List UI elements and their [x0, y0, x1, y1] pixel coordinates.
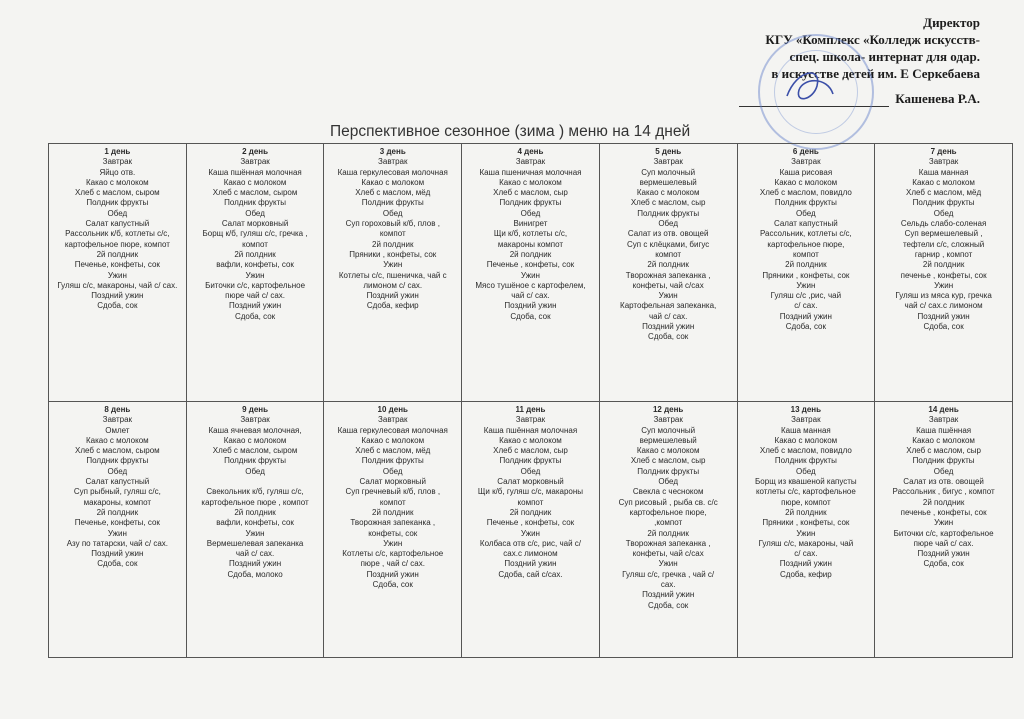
menu-line: Завтрак: [240, 415, 270, 425]
menu-line: Обед: [796, 208, 816, 218]
menu-line: Рассольник, котлеты с/с,: [759, 229, 852, 239]
menu-line: Полдник фрукты: [86, 198, 149, 208]
menu-line: вермешелевый: [639, 435, 697, 445]
menu-line: Какао с молоком: [86, 177, 149, 187]
menu-line: Завтрак: [928, 157, 959, 167]
menu-line: Обед: [520, 208, 541, 218]
menu-week-1-row: [49, 144, 1013, 402]
day-cell: [186, 402, 324, 658]
menu-line: Салат капустный: [773, 219, 838, 229]
menu-line: Печенье , конфеты, сок: [486, 518, 575, 528]
day-heading: 1 день: [104, 147, 131, 156]
menu-line: Полдник фрукты: [499, 198, 562, 208]
menu-line: Творожная запеканка ,: [350, 518, 436, 528]
menu-line: Завтрак: [102, 415, 133, 425]
menu-line: Свекла с чесноком: [632, 487, 704, 497]
menu-line: 2й полдник: [785, 507, 827, 517]
day-cell: [462, 402, 600, 658]
menu-line: Какао с молоком: [86, 435, 149, 445]
menu-line: Обед: [520, 466, 541, 476]
menu-line: Обед: [933, 208, 954, 218]
menu-line: Какао с молоком: [361, 177, 425, 187]
menu-line: 2й полдник: [647, 528, 689, 538]
menu-line: пюре чай с/ сах.: [225, 291, 285, 301]
page-title: Перспективное сезонное (зима ) меню на 14 дней: [330, 123, 691, 140]
menu-line: Суп рыбный, гуляш с/с,: [73, 487, 161, 497]
menu-line: печенье , конфеты, сок: [900, 507, 987, 517]
menu-line: Завтрак: [653, 157, 683, 167]
menu-line: Винигрет: [513, 219, 548, 229]
menu-line: Творожная запеканка ,: [625, 270, 711, 280]
approval-org-line-1: КГУ «Комплекс «Колледж искусств-: [765, 32, 980, 47]
menu-line: Хлеб с маслом, сыр: [630, 198, 706, 208]
menu-line: Ужин: [934, 280, 954, 290]
day-heading: 12 день: [652, 405, 684, 414]
menu-line: с/ сах.: [794, 301, 818, 311]
day-cell: [737, 402, 875, 658]
menu-line: Ужин: [245, 270, 265, 280]
menu-line: Ужин: [383, 538, 403, 548]
menu-line: Поздний ужин: [642, 322, 695, 332]
approval-org-line-3: в искусстве детей им. Е Серкебаева: [771, 66, 980, 81]
menu-line: Салат из отв. овощей: [903, 477, 984, 487]
menu-line: Поздний ужин: [366, 291, 419, 301]
menu-line: картофельное пюре,: [767, 239, 845, 249]
menu-line: Обед: [658, 477, 678, 487]
menu-line: Ужин: [658, 559, 678, 569]
menu-line: Щи к/б, котлеты с/с,: [493, 229, 568, 239]
menu-line: 2й полдник: [234, 507, 276, 517]
menu-line: Завтрак: [928, 415, 959, 425]
menu-line: Поздний ужин: [917, 311, 970, 321]
menu-line: Биточки с/с, картофельное: [205, 280, 306, 290]
menu-line: Поздний ужин: [779, 559, 832, 569]
menu-line: Каша пшеничная молочная: [479, 167, 582, 177]
day-heading: 14 день: [928, 405, 959, 414]
menu-line: компот: [655, 249, 682, 259]
menu-line: Какао с молоком: [361, 435, 425, 445]
menu-line: чай с/ сах.: [235, 549, 275, 559]
menu-line: Сдоба, кефир: [780, 569, 832, 579]
menu-line: [189, 477, 322, 487]
menu-line: с/ сах.: [794, 549, 818, 559]
menu-line: Сдоба, сок: [97, 301, 138, 311]
menu-line: Вермешелевая запеканка: [206, 538, 304, 548]
menu-line: Обед: [933, 466, 954, 476]
menu-line: 2й полдник: [234, 249, 276, 259]
menu-line: Поздний ужин: [366, 569, 419, 579]
menu-line: компот: [242, 239, 268, 249]
menu-line: Пряники , конфеты, сок: [349, 249, 437, 259]
menu-line: котлеты с/с, картофельное: [755, 487, 856, 497]
approval-signer: Кашенева Р.А.: [895, 91, 980, 106]
menu-line: Какао с молоком: [636, 188, 700, 198]
menu-line: конфеты, чай с/сах: [632, 549, 704, 559]
menu-line: вафли, конфеты, сок: [216, 518, 294, 528]
menu-line: Хлеб с маслом, повидло: [759, 188, 852, 198]
menu-line: Сдоба, сок: [923, 559, 964, 569]
menu-line: Ужин: [658, 291, 678, 301]
menu-line: Сдоба, сок: [648, 332, 689, 342]
menu-line: Обед: [382, 466, 403, 476]
menu-line: Полдник фрукты: [224, 198, 287, 208]
menu-line: 2й полдник: [372, 239, 414, 249]
day-heading: 3 день: [379, 147, 406, 156]
menu-line: печенье , конфеты, сок: [900, 270, 987, 280]
menu-line: вафли, конфеты, сок: [216, 260, 294, 270]
menu-line: Ужин: [245, 528, 265, 538]
menu-line: Какао с молоком: [223, 177, 287, 187]
menu-line: Поздний ужин: [228, 301, 282, 311]
menu-line: Гуляш из мяса кур, гречка: [895, 291, 992, 301]
menu-line: Хлеб с маслом, сыр: [493, 446, 568, 456]
day-heading: 6 день: [792, 147, 819, 156]
menu-line: Сельдь слабо-соленая: [900, 219, 987, 229]
menu-line: Каша ячневая молочная,: [208, 425, 302, 435]
menu-line: Гуляш с/с ,рис, чай: [770, 291, 842, 301]
menu-line: Творожная запеканка ,: [625, 538, 711, 548]
menu-line: Обед: [658, 219, 678, 229]
menu-line: картофельное пюре , компот: [201, 497, 309, 507]
menu-line: Печенье , конфеты, сок: [486, 260, 575, 270]
menu-line: Каша пшённая: [916, 425, 972, 435]
day-heading: 9 день: [242, 405, 269, 414]
day-cell: [324, 402, 462, 658]
menu-line: Обед: [107, 466, 128, 476]
menu-line: Мясо тушёное с картофелем,: [475, 280, 586, 290]
menu-line: Ужин: [107, 270, 127, 280]
menu-line: 2й полдник: [509, 249, 552, 259]
menu-line: Борщ к/б, гуляш с/с, гречка ,: [202, 229, 308, 239]
day-heading: 13 день: [790, 405, 822, 414]
menu-line: Гуляш с/с, макароны, чай с/ сах.: [57, 280, 178, 290]
menu-line: Хлеб с маслом, сыром: [75, 188, 160, 198]
menu-line: Азу по татарски, чай с/ сах.: [66, 538, 168, 548]
menu-line: компот: [517, 497, 544, 507]
menu-line: Хлеб с маслом, сыром: [212, 446, 298, 456]
menu-line: Какао с молоком: [912, 177, 975, 187]
menu-line: Сдоба, сок: [372, 580, 413, 590]
menu-line: Какао с молоком: [499, 435, 562, 445]
day-heading: 5 день: [655, 147, 682, 156]
menu-line: Колбаса отв с/с, рис, чай с/: [479, 538, 581, 548]
menu-line: Котлеты с/с, картофельное: [342, 549, 444, 559]
day-heading: 7 день: [930, 147, 957, 156]
day-cell: [462, 144, 600, 402]
menu-line: Поздний ужин: [779, 311, 832, 321]
menu-line: Полдник фрукты: [224, 456, 287, 466]
menu-line: Хлеб с маслом, повидло: [759, 446, 852, 456]
day-cell: [875, 402, 1013, 658]
menu-line: Сдоба, сай с/сах.: [498, 569, 563, 579]
menu-line: Ужин: [520, 528, 540, 538]
menu-line: Обед: [245, 466, 265, 476]
menu-line: Полдник фрукты: [361, 456, 424, 466]
day-heading: 2 день: [242, 147, 269, 156]
menu-line: 2й полдник: [647, 260, 689, 270]
menu-line: Какао с молоком: [499, 177, 562, 187]
menu-line: Картофельная запеканка,: [620, 301, 717, 311]
menu-line: Какао с молоком: [912, 435, 975, 445]
menu-line: сах.: [660, 580, 676, 590]
menu-line: Котлеты с/с, пшеничка, чай с: [338, 270, 447, 280]
menu-line: Поздний ужин: [642, 590, 695, 600]
menu-line: Полдник фрукты: [361, 198, 424, 208]
menu-line: Сдоба, сок: [97, 559, 138, 569]
menu-line: Полдник фрукты: [637, 208, 700, 218]
menu-line: Полдник фрукты: [499, 456, 562, 466]
menu-line: Печенье, конфеты, сок: [74, 518, 160, 528]
menu-line: Салат капустный: [85, 219, 150, 229]
menu-line: Полдник фрукты: [912, 198, 975, 208]
menu-line: Ужин: [520, 270, 540, 280]
menu-line: Завтрак: [653, 415, 683, 425]
menu-line: чай с/ сах.: [511, 291, 550, 301]
menu-line: Салат из отв. овощей: [627, 229, 709, 239]
menu-line: Гуляш с/с, макароны, чай: [758, 538, 854, 548]
menu-line: Салат капустный: [85, 477, 150, 487]
menu-line: Ужин: [796, 280, 816, 290]
menu-line: вермешелевый: [639, 177, 697, 187]
menu-line: пюре, компот: [781, 497, 831, 507]
menu-line: Завтрак: [791, 157, 821, 167]
menu-line: Пряники , конфеты, сок: [762, 270, 850, 280]
official-seal: [758, 34, 874, 150]
menu-line: компот: [379, 229, 406, 239]
menu-line: Полдник фрукты: [637, 466, 700, 476]
day-cell: [49, 144, 187, 402]
menu-line: Каша геркулесовая молочная: [337, 167, 448, 177]
day-cell: [737, 144, 875, 402]
menu-line: Салат морковный: [359, 477, 426, 487]
menu-line: Завтрак: [515, 415, 546, 425]
menu-line: Сдоба, кефир: [366, 301, 419, 311]
menu-line: Биточки с/с, картофельное: [893, 528, 994, 538]
menu-line: Поздний ужин: [917, 549, 970, 559]
menu-line: Печенье, конфеты, сок: [74, 260, 160, 270]
menu-line: Хлеб с маслом, сыр: [493, 188, 568, 198]
day-cell: [49, 402, 187, 658]
menu-line: Суп рисовый , рыба св. с/с: [618, 497, 718, 507]
menu-table: [48, 143, 1013, 658]
menu-line: Полдник фрукты: [912, 456, 975, 466]
menu-line: Гуляш с/с, гречка , чай с/: [622, 569, 715, 579]
menu-line: Рассольник к/б, котлеты с/с,: [65, 229, 170, 239]
menu-line: Хлеб с маслом, сыр: [630, 456, 706, 466]
menu-line: Какао с молоком: [774, 177, 838, 187]
menu-line: Хлеб с маслом, сыром: [212, 188, 298, 198]
menu-line: Обед: [796, 466, 816, 476]
menu-line: Омлет: [105, 425, 130, 435]
menu-line: 2й полдник: [785, 260, 827, 270]
menu-line: Салат морковный: [221, 219, 289, 229]
menu-line: Завтрак: [240, 157, 270, 167]
menu-line: Обед: [107, 208, 128, 218]
menu-line: макароны компот: [497, 239, 564, 249]
approval-org-line-2: спец. школа- интернат для одар.: [789, 49, 980, 64]
menu-line: 2й полдник: [372, 507, 414, 517]
menu-line: Хлеб с маслом, мёд: [906, 188, 982, 198]
menu-line: Каша манная: [780, 425, 831, 435]
menu-line: картофельное пюре, компот: [64, 239, 170, 249]
menu-line: конфеты, сок: [368, 528, 418, 538]
menu-line: лимоном с/ сах.: [363, 280, 423, 290]
menu-line: Сдоба, сок: [510, 311, 551, 321]
menu-line: Поздний ужин: [91, 291, 144, 301]
day-cell: [599, 402, 737, 658]
menu-line: гарнир , компот: [914, 249, 973, 259]
menu-line: 2й полдник: [922, 497, 965, 507]
menu-line: Хлеб с маслом, сыр: [906, 446, 981, 456]
menu-line: Пряники , конфеты, сок: [762, 518, 850, 528]
menu-line: Каша геркулесовая молочная: [337, 425, 448, 435]
menu-line: Суп гороховый к/б, плов ,: [345, 219, 440, 229]
menu-line: Обед: [245, 208, 265, 218]
menu-line: чай с/ сах.: [648, 311, 688, 321]
menu-line: Полдник фрукты: [774, 198, 837, 208]
menu-line: ,компот: [654, 518, 683, 528]
menu-line: Свекольник к/б, гуляш с/с,: [206, 487, 304, 497]
menu-line: Суп гречневый к/б, плов ,: [345, 487, 441, 497]
menu-line: Суп вермешелевый ,: [904, 229, 983, 239]
menu-line: Какао с молоком: [636, 446, 700, 456]
menu-line: Поздний ужин: [228, 559, 282, 569]
menu-line: Завтрак: [378, 415, 408, 425]
day-heading: 4 день: [517, 147, 544, 156]
menu-week-2-row: [49, 402, 1013, 658]
menu-line: Хлеб с маслом, мёд: [355, 188, 431, 198]
menu-line: Ужин: [934, 518, 954, 528]
menu-line: Сдоба, сок: [785, 322, 826, 332]
menu-line: 2й полдник: [922, 260, 965, 270]
menu-line: Каша пшённая молочная: [208, 167, 302, 177]
menu-line: Борщ из квашеной капусты: [755, 477, 857, 487]
menu-line: сах.с лимоном: [503, 549, 558, 559]
menu-line: Полдник фрукты: [86, 456, 149, 466]
menu-line: тефтели с/с, сложный: [902, 239, 985, 249]
menu-line: Суп молочный: [641, 425, 696, 435]
menu-line: Ужин: [796, 528, 816, 538]
menu-line: макароны, компот: [83, 497, 152, 507]
menu-line: Поздний ужин: [504, 559, 557, 569]
menu-line: 2й полдник: [96, 507, 139, 517]
menu-line: конфеты, чай с/сах: [632, 280, 704, 290]
menu-line: компот: [792, 249, 819, 259]
menu-line: Завтрак: [378, 157, 408, 167]
menu-line: Салат морковный: [497, 477, 564, 487]
menu-line: Обед: [382, 208, 403, 218]
menu-line: Каша пшённая молочная: [483, 425, 578, 435]
menu-line: пюре чай с/ сах.: [913, 538, 974, 548]
day-cell: [599, 144, 737, 402]
menu-line: Полдник фрукты: [774, 456, 837, 466]
menu-line: Каша манная: [918, 167, 969, 177]
menu-line: Хлеб с маслом, сыром: [75, 446, 160, 456]
day-cell: [324, 144, 462, 402]
menu-line: Какао с молоком: [774, 435, 838, 445]
menu-line: Хлеб с маслом, мёд: [355, 446, 431, 456]
menu-line: 2й полдник: [96, 249, 139, 259]
menu-line: Щи к/б, гуляш с/с, макароны: [477, 487, 584, 497]
menu-line: 2й полдник: [509, 507, 552, 517]
menu-line: компот: [379, 497, 406, 507]
menu-line: Сдоба, сок: [648, 600, 689, 610]
day-heading: 10 день: [377, 405, 408, 414]
day-cell: [186, 144, 324, 402]
menu-line: Ужин: [383, 260, 403, 270]
menu-line: Поздний ужин: [504, 301, 557, 311]
menu-line: Поздний ужин: [91, 549, 144, 559]
day-heading: 8 день: [104, 405, 131, 414]
approval-position: Директор: [923, 15, 980, 30]
menu-line: пюре , чай с/ сах.: [360, 559, 425, 569]
menu-line: Каша рисовая: [779, 167, 833, 177]
menu-line: Завтрак: [102, 157, 133, 167]
menu-line: Суп молочный: [641, 167, 696, 177]
menu-line: Суп с клёцками, бигус: [627, 239, 710, 249]
menu-line: Сдоба, сок: [234, 311, 276, 321]
day-heading: 11 день: [515, 405, 546, 414]
menu-line: Завтрак: [515, 157, 546, 167]
day-cell: [875, 144, 1013, 402]
menu-line: Какао с молоком: [223, 435, 287, 445]
menu-line: Завтрак: [791, 415, 821, 425]
menu-line: Яйцо отв.: [99, 167, 136, 177]
menu-line: Сдоба, сок: [923, 322, 964, 332]
menu-line: чай с/ сах.с лимоном: [904, 301, 983, 311]
menu-line: картофельное пюре,: [629, 507, 707, 517]
menu-line: Ужин: [107, 528, 127, 538]
menu-line: Сдоба, молоко: [227, 569, 283, 579]
menu-line: Рассольник , бигус , компот: [892, 487, 995, 497]
